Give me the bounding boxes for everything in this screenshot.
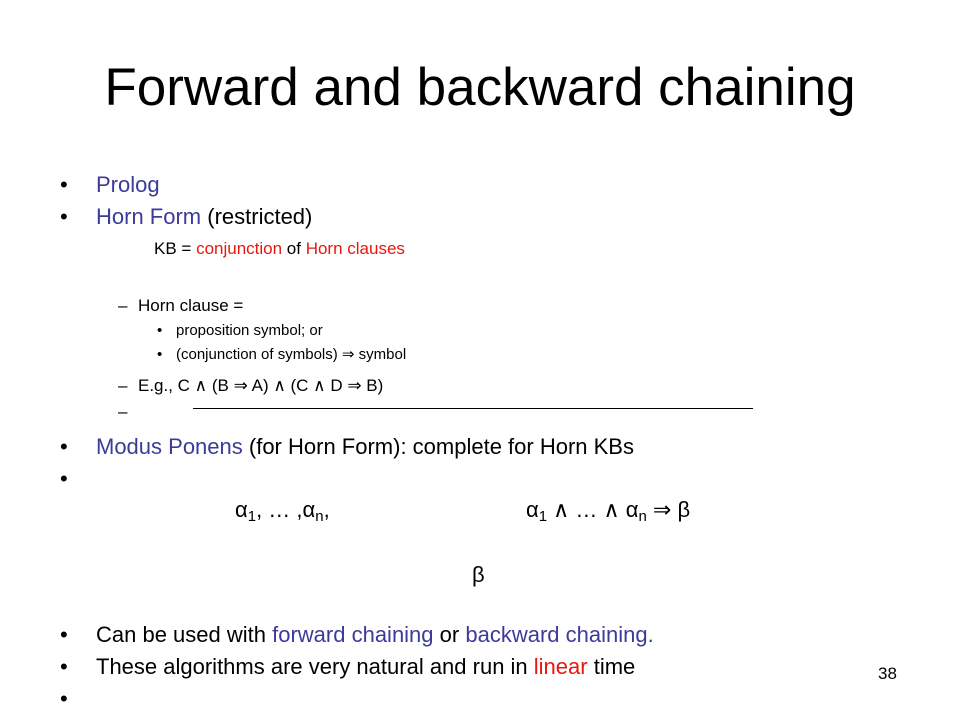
usage-period: . [647,622,654,647]
subscript-n: n [315,508,324,525]
algorithms-suffix: time [587,654,636,679]
rule-premise-implication [526,497,690,523]
bullet-dot: • [60,204,68,229]
linear-term: linear [533,654,588,679]
usage-or: or [433,622,466,647]
subscript-1: 1 [247,508,257,525]
usage-prefix: Can be used with [96,622,273,647]
horn-clause-definition: Horn clause = [138,296,244,315]
subscript-1: 1 [538,508,548,525]
bullet-dot: • [60,686,68,711]
algorithms-prefix: These algorithms are very natural and run in [96,654,534,679]
kb-of: of [282,239,306,258]
comma: , [323,497,330,522]
horizontal-rule [193,408,753,409]
sub-bullet-conjunction: (conjunction of symbols) ⇒ symbol [176,346,407,363]
bullet-dot: • [60,434,68,459]
subscript-n: n [638,508,647,525]
slide-title: Forward and backward chaining [104,58,856,117]
bullet-dot: • [60,466,68,491]
modus-ponens-term: Modus Ponens [96,434,243,459]
bullet-dot: • [60,654,68,679]
example-clause: E.g., C ∧ (B ⇒ A) ∧ (C ∧ D ⇒ B) [138,376,384,395]
sub-bullet-dot: • [157,322,163,339]
horn-form-restricted: (restricted) [201,204,313,229]
kb-prefix: KB = [154,239,197,258]
bullet-modus-ponens [96,434,634,460]
rule-premises-left [235,497,330,523]
dash-marker: – [118,402,128,421]
alpha-symbol: α [235,497,248,522]
conjunction-chain: ∧ … ∧ [547,497,626,522]
sub-bullet-proposition: proposition symbol; or [176,322,323,339]
bullet-horn-form [96,204,312,230]
alpha-symbol: α [526,497,539,522]
bullet-dot: • [60,172,68,197]
implies-beta: ⇒ β [646,497,691,522]
backward-chaining-term: backward chaining [465,622,648,647]
separator: , … , [256,497,303,522]
modus-ponens-rest: (for Horn Form): complete for Horn KBs [242,434,634,459]
sub-bullet-dot: • [157,346,163,363]
bullet-linear-time [96,654,635,680]
bullet-chaining-usage [96,622,654,648]
horn-form-term: Horn Form [96,204,202,229]
forward-chaining-term: forward chaining [272,622,434,647]
kb-definition [154,239,405,259]
alpha-symbol: α [302,497,316,522]
page-number: 38 [878,664,897,683]
dash-marker: – [118,296,128,315]
bullet-prolog: Prolog [96,172,160,197]
conjunction-term: conjunction [196,239,283,258]
rule-conclusion: β [472,562,485,587]
alpha-symbol: α [625,497,639,522]
dash-marker: – [118,376,128,395]
bullet-dot: • [60,622,68,647]
horn-clauses-term: Horn clauses [305,239,405,258]
